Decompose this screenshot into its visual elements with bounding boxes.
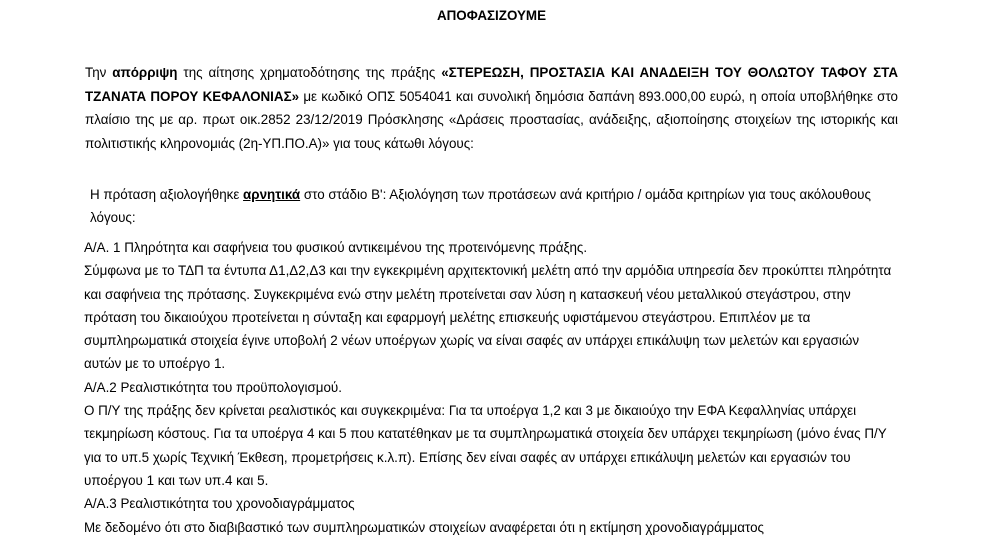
criteria-section: [84, 236, 900, 539]
negative-word: αρνητικά: [243, 187, 301, 202]
project-title: «ΣΤΕΡΕΩΣΗ, ΠΡΟΣΤΑΣΙΑ ΚΑΙ ΑΝΑΔΕΙΞΗ ΤΟΥ ΘΟΛΩΤΟΥ ΤΑΦΟΥ ΣΤΑ ΤΖΑΝΑΤΑ ΠΟΡΟΥ ΚΕΦΑΛΟΝΙΑΣ»: [85, 65, 899, 104]
criterion-1-title: Α/Α. 1 Πληρότητα και σαφήνεια του φυσικού αντικειμένου της προτεινόμενης πράξης.: [84, 240, 588, 255]
criterion-2-title: Α/Α.2 Ρεαλιστικότητα του προϋπολογισμού.: [84, 379, 342, 395]
intro-text-start: Την: [85, 65, 113, 80]
assessment-paragraph: [90, 184, 902, 229]
assessment-text-start: Η πρόταση αξιολογήθηκε: [90, 187, 244, 202]
intro-text-end: με κωδικό ΟΠΣ 5054041 και συνολική δημόσια δαπάνη 893.000,00 ευρώ, η οποία υποβλήθηκε στο πλαίσιο της με αρ. πρωτ οικ.2852 23/12/2019 Πρόσκλησης «Δράσεις προστασίας, ανάδειξης, αξιοποίησης στοιχείων της ιστορικής και πολιτιστικής κληρονομιάς (2η-ΥΠ.ΠΟ.Α)» για τους κάτωθι λόγους:: [85, 88, 898, 151]
criterion-2-text: Ο Π/Υ της πράξης δεν κρίνεται ρεαλιστικός και συγκεκριμένα: Για τα υποέργα 1,2 και 3 με δικαιούχο την ΕΦΑ Κεφαλληνίας υπάρχει τεκμηρίωση κόστους. Για τα υποέργα 4 και 5 που κατατέθηκαν με τα συμπληρωματικά στοιχεία δεν υπάρχει τεκμηρίωση (μόνο ένας Π/Υ για το υπ.5 χωρίς Τεχνική Έκθεση, προμετρήσεις κ.λ.π). Επίσης δεν είναι σαφές αν υπάρχει επικάλυψη μελετών και εργασιών του υποέργου 1 και των υπ.4 και 5.: [84, 403, 887, 488]
decision-heading: ΑΠΟΦΑΣΙΖΟΥΜΕ: [436, 8, 547, 23]
intro-text-middle: της αίτησης χρηματοδότησης της πράξης: [177, 65, 442, 80]
assessment-text-end: στο στάδιο Β': Αξιολόγηση των προτάσεων ανά κριτήριο / ομάδα κριτηρίων για τους ακόλουθους λόγους:: [90, 187, 871, 225]
decision-intro-paragraph: [85, 61, 898, 155]
criterion-3-text: Με δεδομένο ότι στο διαβιβαστικό των συμπληρωματικών στοιχείων αναφέρεται ότι η εκτίμηση χρονοδιαγράμματος: [84, 519, 765, 535]
criterion-3-title: Α/Α.3 Ρεαλιστικότητα του χρονοδιαγράμματος: [84, 496, 355, 512]
rejection-word: απόρριψη: [112, 65, 178, 80]
criterion-1-text: Σύμφωνα με το ΤΔΠ τα έντυπα Δ1,Δ2,Δ3 και την εγκεκριμένη αρχιτεκτονική μελέτη από την αρμόδια υπηρεσία δεν προκύπτει πληρότητα και σαφήνεια της πρότασης. Συγκεκριμένα ενώ στην μελέτη προτείνεται σαν λύση η κατασκευή νέου μεταλλικού στεγάστρου, στην πρόταση του δικαιούχου προτείνεται η σύνταξη και εφαρμογή μελέτης επισκευής υφιστάμενου στεγάστρου. Επιπλέον με τα συμπληρωματικά στοιχεία έγινε υποβολή 2 νέων υποέργων χωρίς να είναι σαφές αν υπάρχει επικάλυψη των μελετών και εργασιών αυτών με το υποέργο 1.: [84, 263, 892, 372]
